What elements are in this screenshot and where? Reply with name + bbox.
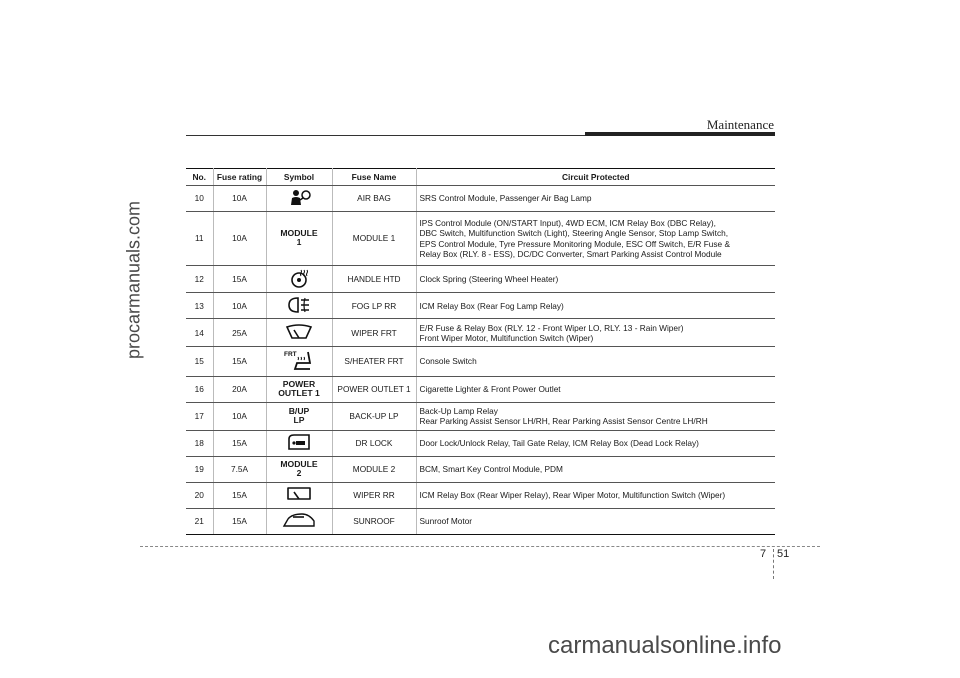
fuse-name: HANDLE HTD [332,266,416,293]
circuit-protected [416,430,775,456]
symbol-label-line: MODULE [280,228,318,239]
table-row [186,186,775,212]
fuse-symbol [266,376,332,402]
airbag-icon [286,188,312,208]
fuse-name: BACK-UP LP [332,402,416,430]
circuit-protected [416,456,775,482]
symbol-label-line: POWER [282,379,316,390]
symbol-label [278,380,320,398]
header-rule-bar [585,132,775,136]
symbol-label-line: LP [293,415,305,426]
fuse-number: 10 [186,186,213,212]
fuse-symbol [266,430,332,456]
heated-steering-wheel-icon [288,268,310,290]
circuit-protected [416,186,775,212]
circuit-protected [416,212,775,266]
fuse-rating: 15A [213,430,266,456]
fuse-rating: 25A [213,319,266,347]
rear-wiper-icon [285,485,313,505]
fuse-name: AIR BAG [332,186,416,212]
fuse-rating: 15A [213,482,266,508]
door-lock-icon [285,433,313,453]
fuse-symbol [266,402,332,430]
symbol-label-line: OUTLET 1 [278,388,320,399]
side-watermark: procarmanuals.com [123,200,144,360]
fuse-rating: 7.5A [213,456,266,482]
circuit-line: ICM Relay Box (Rear Fog Lamp Relay) [419,300,564,311]
symbol-label [280,460,317,478]
fuse-number: 11 [186,212,213,266]
circuit-line: Cigarette Lighter & Front Power Outlet [419,384,561,395]
fuse-number: 20 [186,482,213,508]
fuse-number: 14 [186,319,213,347]
fuse-symbol [266,508,332,534]
circuit-line: Relay Box (RLY. 8 - ESS), DC/DC Converter, Smart Parking Assist Control Module [419,248,722,259]
circuit-line: Sunroof Motor [419,516,473,527]
table-header-row [186,169,775,186]
sunroof-icon [282,512,316,530]
fuse-name: DR LOCK [332,430,416,456]
circuit-line: DBC Switch, Multifunction Switch (Light), Steering Angle Sensor, Stop Lamp Switch, [419,228,729,239]
column-header-no: No. [186,169,213,186]
circuit-line: E/R Fuse & Relay Box (RLY. 12 - Front Wiper LO, RLY. 13 - Rain Wiper) [419,322,684,333]
fuse-name: POWER OUTLET 1 [332,376,416,402]
column-header-symbol: Symbol [266,169,332,186]
circuit-line: Back-Up Lamp Relay [419,405,498,416]
circuit-protected [416,319,775,347]
fuse-number: 17 [186,402,213,430]
fuse-rating: 15A [213,266,266,293]
fuse-name: SUNROOF [332,508,416,534]
column-header-circuit-protected: Circuit Protected [416,169,775,186]
fuse-symbol [266,456,332,482]
circuit-line: EPS Control Module, Tyre Pressure Monitoring Module, ESC Off Switch, E/R Fuse & [419,238,730,249]
table-row [186,347,775,376]
circuit-line: Console Switch [419,356,477,367]
fuse-number: 12 [186,266,213,293]
symbol-label-line: B/UP [288,406,310,417]
fuse-number: 18 [186,430,213,456]
symbol-label-line: MODULE [280,459,318,470]
table-row [186,319,775,347]
fuse-name: WIPER RR [332,482,416,508]
circuit-protected [416,508,775,534]
circuit-protected [416,266,775,293]
circuit-protected [416,402,775,430]
fuse-rating: 20A [213,376,266,402]
section-title: Maintenance [706,117,774,132]
circuit-protected [416,347,775,376]
fuse-symbol [266,482,332,508]
circuit-line: IPS Control Module (ON/START Input), 4WD ECM, ICM Relay Box (DBC Relay), [419,217,716,228]
front-seat-heater-icon [284,349,314,373]
fuse-symbol [266,186,332,212]
symbol-label [280,229,317,247]
circuit-protected [416,376,775,402]
fuse-number: 21 [186,508,213,534]
table-row [186,456,775,482]
circuit-line: Rear Parking Assist Sensor LH/RH, Rear Parking Assist Sensor Centre LH/RH [419,416,708,427]
fuse-symbol [266,212,332,266]
fuse-number: 15 [186,347,213,376]
chapter-number: 7 [760,548,767,560]
fuse-rating: 15A [213,508,266,534]
column-header-fuse-rating: Fuse rating [213,169,266,186]
fuse-name: FOG LP RR [332,293,416,319]
circuit-protected [416,482,775,508]
fuse-symbol [266,347,332,376]
fuse-symbol [266,319,332,347]
table-row [186,293,775,319]
symbol-label [289,407,310,425]
table-row [186,376,775,402]
circuit-line: Door Lock/Unlock Relay, Tail Gate Relay, ICM Relay Box (Dead Lock Relay) [419,438,699,449]
fuse-rating: 10A [213,212,266,266]
fuse-number: 13 [186,293,213,319]
fuse-name: MODULE 2 [332,456,416,482]
fuse-symbol [266,293,332,319]
fuse-number: 19 [186,456,213,482]
circuit-line: Front Wiper Motor, Multifunction Switch (Wiper) [419,332,594,343]
fuse-number: 16 [186,376,213,402]
circuit-protected [416,293,775,319]
symbol-label-line: 2 [296,468,302,479]
fuse-table [186,168,775,535]
symbol-label-line: 1 [296,237,302,248]
page-number-divider [773,549,774,579]
circuit-line: Clock Spring (Steering Wheel Heater) [419,274,559,284]
circuit-line: ICM Relay Box (Rear Wiper Relay), Rear Wiper Motor, Multifunction Switch (Wiper) [419,490,726,501]
bottom-watermark: carmanualsonline.info [548,632,782,659]
table-row [186,508,775,534]
fuse-name: MODULE 1 [332,212,416,266]
circuit-line: SRS Control Module, Passenger Air Bag Lamp [419,193,592,204]
table-row [186,402,775,430]
circuit-line: BCM, Smart Key Control Module, PDM [419,464,563,475]
table-row [186,482,775,508]
front-wiper-icon [285,324,313,342]
rear-fog-lamp-icon [286,296,312,316]
fuse-rating: 15A [213,347,266,376]
fuse-table-body [186,186,775,535]
table-row [186,266,775,293]
footer-rule [140,546,820,547]
table-row [186,430,775,456]
fuse-rating: 10A [213,402,266,430]
fuse-name: WIPER FRT [332,319,416,347]
fuse-rating: 10A [213,293,266,319]
table-row [186,212,775,266]
svg-text:FRT: FRT [284,351,297,359]
page-number: 51 [777,548,790,560]
fuse-name: S/HEATER FRT [332,347,416,376]
fuse-rating: 10A [213,186,266,212]
fuse-symbol [266,266,332,293]
column-header-fuse-name: Fuse Name [332,169,416,186]
